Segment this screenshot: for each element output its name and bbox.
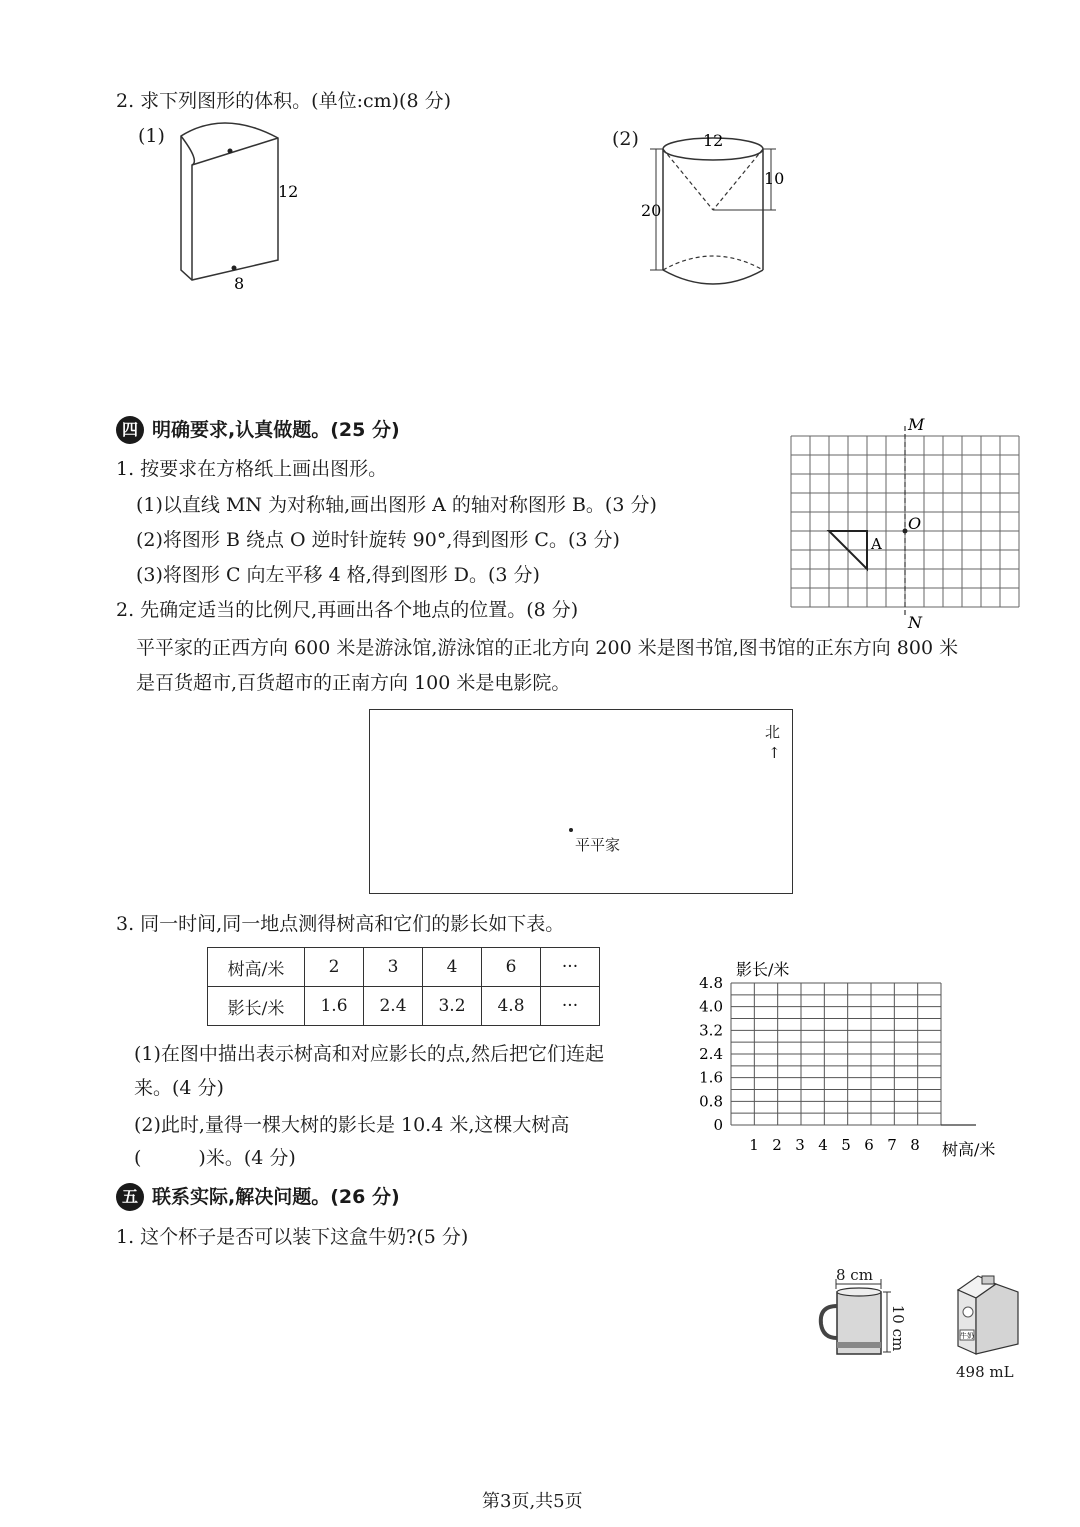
y-tick-label: 2.4 xyxy=(699,1045,723,1063)
s4-q2-text-line2: 是百货超市,百货超市的正南方向 100 米是电影院。 xyxy=(136,672,571,694)
y-tick-label: 0.8 xyxy=(699,1092,723,1111)
y-tick-label: 4.8 xyxy=(699,974,723,992)
section5-badge: 五 xyxy=(116,1183,144,1211)
fig2-height-label: 20 xyxy=(641,201,662,220)
table-cell: 1.6 xyxy=(305,987,364,1026)
q2-title: 2. 求下列图形的体积。(单位:cm)(8 分) xyxy=(116,90,452,112)
label-m: M xyxy=(908,415,925,434)
y-tick-label: 0 xyxy=(713,1116,723,1134)
table-row xyxy=(208,987,600,1026)
table-cell: 6 xyxy=(482,948,541,987)
s4-q2-text-line1: 平平家的正西方向 600 米是游泳馆,游泳馆的正北方向 200 米是图书馆,图书馆的正东方向 800 米 xyxy=(136,637,959,659)
section4-badge: 四 xyxy=(116,416,144,444)
x-tick-label: 3 xyxy=(795,1136,805,1154)
table-cell: 2 xyxy=(305,948,364,987)
chart-x-axis-label: 树高/米 xyxy=(942,1140,996,1159)
section5-title: 联系实际,解决问题。(26 分) xyxy=(152,1186,400,1208)
symmetry-grid xyxy=(780,412,1030,630)
half-cylinder-figure xyxy=(170,115,310,295)
x-tick-label: 7 xyxy=(887,1136,897,1154)
chart-y-axis-label: 影长/米 xyxy=(736,960,790,979)
x-tick-label: 8 xyxy=(910,1136,920,1154)
table-cell: ··· xyxy=(541,948,600,987)
s4-q3-sub1-line1: (1)在图中描出表示树高和对应影长的点,然后把它们连起 xyxy=(134,1043,604,1065)
fig2-cone-height-label: 10 xyxy=(764,169,785,188)
table-cell: 影长/米 xyxy=(208,987,305,1026)
page-footer: 第3页,共5页 xyxy=(482,1491,583,1512)
milk-volume-label: 498 mL xyxy=(956,1363,1014,1381)
map-box xyxy=(369,709,793,894)
x-tick-label: 4 xyxy=(818,1136,828,1154)
cylinder-cone-figure xyxy=(640,128,790,293)
x-tick-label: 5 xyxy=(841,1136,851,1154)
shape-a-label: A xyxy=(871,535,882,553)
s4-q3-sub2-line2: ( )米。(4 分) xyxy=(134,1147,296,1169)
s4-q3-sub1-line2: 来。(4 分) xyxy=(134,1077,224,1099)
fig1-width-label: 8 xyxy=(234,274,245,293)
y-tick-label: 4.0 xyxy=(699,997,723,1016)
s4-q2-title: 2. 先确定适当的比例尺,再画出各个地点的位置。(8 分) xyxy=(116,599,579,621)
x-tick-label: 2 xyxy=(772,1136,782,1154)
table-row xyxy=(208,948,600,987)
table-cell: 2.4 xyxy=(364,987,423,1026)
fig1-height-label: 12 xyxy=(278,182,299,201)
s4-q1-item2: (2)将图形 B 绕点 O 逆时针旋转 90°,得到图形 C。(3 分) xyxy=(136,529,620,551)
tree-shadow-table xyxy=(207,947,600,1026)
s4-q3-sub2-line1: (2)此时,量得一棵大树的影长是 10.4 米,这棵大树高 xyxy=(134,1114,570,1136)
table-cell: ··· xyxy=(541,987,600,1026)
x-tick-label: 1 xyxy=(749,1136,759,1154)
cup-diameter-label: 8 cm xyxy=(836,1266,873,1284)
table-cell: 树高/米 xyxy=(208,948,305,987)
section4-title: 明确要求,认真做题。(25 分) xyxy=(152,419,400,441)
cup-height-label: 10 cm xyxy=(889,1304,908,1352)
s4-q1-title: 1. 按要求在方格纸上画出图形。 xyxy=(116,458,388,480)
y-tick-label: 1.6 xyxy=(699,1068,723,1087)
table-cell: 3 xyxy=(364,948,423,987)
shadow-chart xyxy=(690,955,1020,1165)
milk-carton-text: 牛奶 xyxy=(960,1332,974,1340)
label-o: O xyxy=(908,514,922,533)
milk-carton-illustration xyxy=(948,1272,1028,1362)
fig2-label: (2) xyxy=(612,128,639,150)
s4-q1-item3: (3)将图形 C 向左平移 4 格,得到图形 D。(3 分) xyxy=(136,564,540,586)
fig1-label: (1) xyxy=(138,125,165,147)
s5-q1-title: 1. 这个杯子是否可以装下这盒牛奶?(5 分) xyxy=(116,1226,469,1248)
s4-q3-title: 3. 同一时间,同一地点测得树高和它们的影长如下表。 xyxy=(116,913,565,935)
y-tick-label: 3.2 xyxy=(699,1021,723,1040)
table-cell: 4 xyxy=(423,948,482,987)
home-label: 平平家 xyxy=(575,836,621,854)
table-cell: 4.8 xyxy=(482,987,541,1026)
x-tick-label: 6 xyxy=(864,1136,874,1154)
fig2-diameter-label: 12 xyxy=(703,131,724,150)
north-label: 北 xyxy=(765,723,781,741)
north-arrow: ↑ xyxy=(768,744,781,762)
label-n: N xyxy=(908,613,922,630)
home-dot xyxy=(569,828,573,832)
table-cell: 3.2 xyxy=(423,987,482,1026)
s4-q1-item1: (1)以直线 MN 为对称轴,画出图形 A 的轴对称图形 B。(3 分) xyxy=(136,494,657,516)
